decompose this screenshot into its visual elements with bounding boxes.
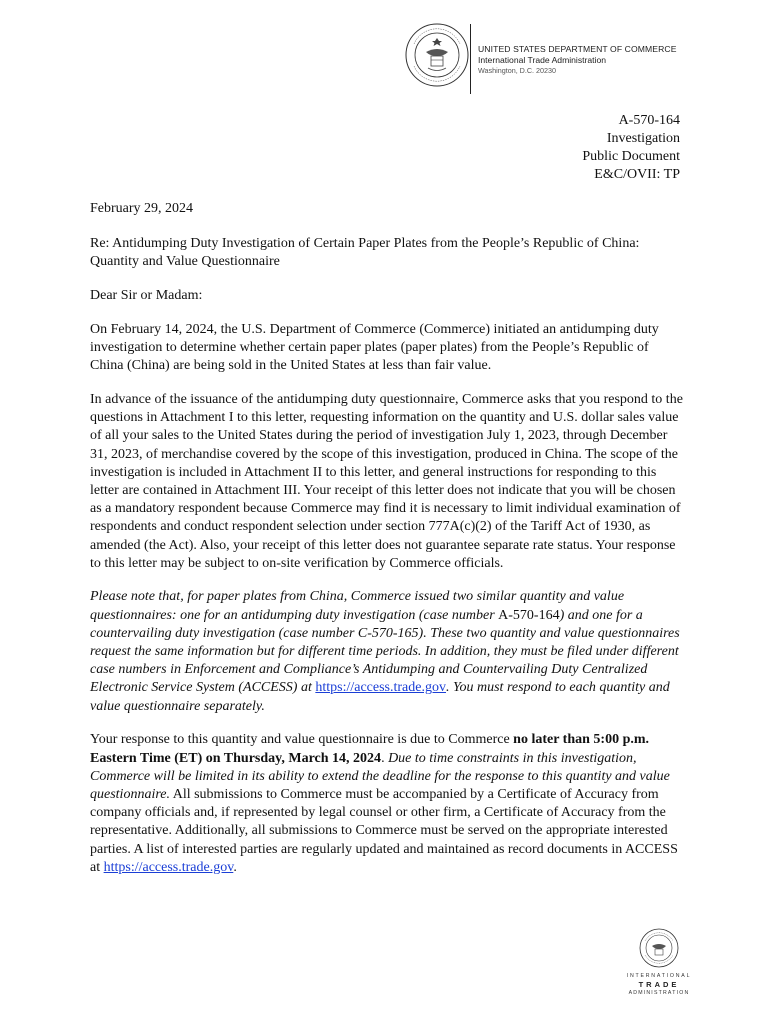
deadline-text: no later than 5:00 p.m. Eastern Time (ET) on Thursday, March 14, 2024 (90, 732, 650, 766)
paragraph-initiation: On February 14, 2024, the U.S. Department of Commerce (Commerce) initiated an antidumping duty investigation to determine whether certain paper plates (paper plates) from the People’s Republic of China (China) are being sold in the United States at less than fair value. (90, 321, 659, 374)
access-link-2[interactable]: https://access.trade.gov (103, 859, 234, 875)
document-type: Public Document (582, 149, 680, 164)
paragraph-two-questionnaires (90, 588, 684, 715)
agency-city: Washington, D.C. 20230 (478, 66, 557, 75)
para3-part2: ) and one for a countervailing duty investigation (case number C-570-165). These two quantity and value questionnaires request the same information but for different time periods. In addition, they must be filed under different case numbers in Enforcement and Compliance’s Antidumping and Countervailing Duty Centralized Electronic Service System (ACCESS) at (90, 607, 680, 696)
paragraph-deadline (90, 731, 684, 877)
case-type: Investigation (606, 131, 680, 146)
letterhead-divider (470, 24, 471, 94)
footer-line-administration: ADMINISTRATION (628, 990, 690, 996)
case-number: A-570-164 (618, 113, 680, 128)
department-name: UNITED STATES DEPARTMENT OF COMMERCE (478, 44, 677, 54)
salutation: Dear Sir or Madam: (90, 288, 203, 304)
commerce-seal-small-icon (639, 928, 679, 968)
para3-part3: . You must respond to each quantity and value questionnaire separately. (90, 680, 670, 714)
para3-part1: Please note that, for paper plates from China, Commerce issued two similar quantity and value questionnaires: one for an antidumping duty investigation (case number (90, 589, 625, 623)
agency-name: International Trade Administration (478, 55, 607, 65)
case-reference-block (582, 112, 680, 184)
ita-footer-logo (626, 928, 692, 997)
para4-part2: . (381, 750, 389, 766)
para3-case-ad: A-570-164 (498, 607, 560, 623)
access-link[interactable]: https://access.trade.gov (315, 680, 446, 696)
commerce-seal-icon (404, 22, 470, 88)
footer-line-trade: TRADE (638, 980, 680, 989)
para4-part1: Your response to this quantity and value questionnaire is due to Commerce (90, 732, 514, 748)
para4-italic: Due to time constraints in this investigation, Commerce will be limited in its ability to extend the deadline for the response to this quantity and value questionnaire. (90, 750, 670, 802)
letter-body (90, 200, 684, 893)
letterhead-text (478, 44, 677, 76)
re-line: Re: Antidumping Duty Investigation of Certain Paper Plates from the People’s Republic of China: Quantity and Value Questionnaire (90, 236, 640, 270)
para4-part3: All submissions to Commerce must be accompanied by a Certificate of Accuracy from company officials and, if represented by legal counsel or other firm, a Certificate of Accuracy from the representative. Additionally, all submissions to Commerce must be served on the appropriate interested parties. A list of interested parties are regularly updated and maintained as record documents in ACCESS at (90, 786, 678, 875)
office-code: E&C/OVII: TP (594, 167, 680, 182)
para4-part4: . (233, 859, 237, 875)
footer-line-international: INTERNATIONAL (626, 973, 692, 979)
paragraph-advance-notice: In advance of the issuance of the antidumping duty questionnaire, Commerce asks that you respond to the questions in Attachment I to this letter, requesting information on the quantity and U.S. dollar sales value of all your sales to the United States during the period of investigation July 1, 2023, through December 31, 2023, of merchandise covered by the scope of this investigation, produced in China. The scope of the investigation is included in Attachment II to this letter, and general instructions for responding to this letter are contained in Attachment III. Your receipt of this letter does not indicate that you will be chosen as a mandatory respondent because Commerce may find it is necessary to limit individual examination of respondents and conduct respondent selection under section 777A(c)(2) of the Tariff Act of 1930, as amended (the Act). Also, your receipt of this letter does not guarantee separate rate status. Your response to this letter may be subject to on-site verification by Commerce officials. (90, 391, 683, 571)
letter-date: February 29, 2024 (90, 201, 194, 216)
